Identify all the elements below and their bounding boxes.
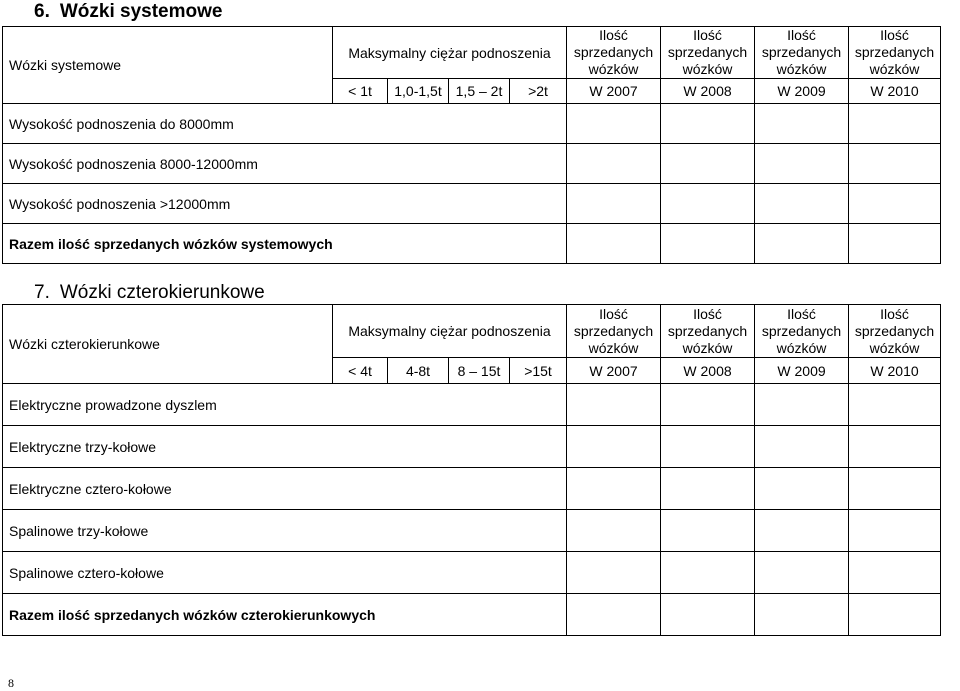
qty-header: Ilość sprzedanych wózków bbox=[661, 27, 755, 79]
table-cell[interactable] bbox=[849, 144, 941, 184]
load-class: 4-8t bbox=[388, 358, 449, 384]
table-row-label: Elektryczne cztero-kołowe bbox=[3, 468, 567, 510]
max-load-header: Maksymalny ciężar podnoszenia bbox=[333, 305, 567, 358]
load-class: < 1t bbox=[333, 79, 388, 104]
table-row-label: Wysokość podnoszenia >12000mm bbox=[3, 184, 567, 224]
table-cell[interactable] bbox=[661, 104, 755, 144]
section-7-title: Wózki czterokierunkowe bbox=[59, 282, 265, 303]
section-6-title: Wózki systemowe bbox=[59, 1, 223, 22]
table-row-label: Spalinowe cztero-kołowe bbox=[3, 552, 567, 594]
table-label: Wózki systemowe bbox=[3, 27, 333, 104]
qty-header: Ilość sprzedanych wózków bbox=[755, 27, 849, 79]
table-label: Wózki czterokierunkowe bbox=[3, 305, 333, 384]
table-cell[interactable] bbox=[567, 468, 661, 510]
year-header: W 2008 bbox=[661, 79, 755, 104]
qty-header: Ilość sprzedanych wózków bbox=[755, 305, 849, 358]
table-cell[interactable] bbox=[661, 184, 755, 224]
table-system-trucks bbox=[2, 26, 941, 264]
qty-header: Ilość sprzedanych wózków bbox=[849, 27, 941, 79]
table-cell[interactable] bbox=[755, 510, 849, 552]
qty-header: Ilość sprzedanych wózków bbox=[567, 305, 661, 358]
table-cell[interactable] bbox=[567, 184, 661, 224]
table-cell[interactable] bbox=[567, 384, 661, 426]
section-7-number: 7. bbox=[34, 282, 50, 303]
table-cell[interactable] bbox=[661, 552, 755, 594]
table-row-label: Wysokość podnoszenia 8000-12000mm bbox=[3, 144, 567, 184]
table-cell[interactable] bbox=[755, 426, 849, 468]
load-class: 1,0-1,5t bbox=[388, 79, 449, 104]
table-cell[interactable] bbox=[755, 144, 849, 184]
table-cell[interactable] bbox=[567, 510, 661, 552]
table-cell[interactable] bbox=[755, 468, 849, 510]
year-header: W 2009 bbox=[755, 358, 849, 384]
load-class: 8 – 15t bbox=[449, 358, 510, 384]
table-cell[interactable] bbox=[849, 224, 941, 264]
table-cell[interactable] bbox=[661, 594, 755, 636]
qty-header: Ilość sprzedanych wózków bbox=[661, 305, 755, 358]
table-cell[interactable] bbox=[567, 144, 661, 184]
table-cell[interactable] bbox=[755, 594, 849, 636]
table-cell[interactable] bbox=[567, 552, 661, 594]
table-cell[interactable] bbox=[661, 510, 755, 552]
year-header: W 2007 bbox=[567, 358, 661, 384]
table-row-label: Spalinowe trzy-kołowe bbox=[3, 510, 567, 552]
table-cell[interactable] bbox=[661, 384, 755, 426]
table-four-way-trucks bbox=[2, 304, 941, 636]
section-6-number: 6. bbox=[34, 1, 50, 22]
table-cell[interactable] bbox=[661, 468, 755, 510]
table-cell[interactable] bbox=[755, 184, 849, 224]
year-header: W 2007 bbox=[567, 79, 661, 104]
table-cell[interactable] bbox=[755, 384, 849, 426]
table-row-label: Elektryczne trzy-kołowe bbox=[3, 426, 567, 468]
table-cell[interactable] bbox=[567, 104, 661, 144]
table-cell[interactable] bbox=[567, 224, 661, 264]
table-cell[interactable] bbox=[755, 552, 849, 594]
section-6-heading bbox=[34, 1, 222, 23]
year-header: W 2009 bbox=[755, 79, 849, 104]
qty-header: Ilość sprzedanych wózków bbox=[849, 305, 941, 358]
max-load-header: Maksymalny ciężar podnoszenia bbox=[333, 27, 567, 79]
year-header: W 2010 bbox=[849, 358, 941, 384]
qty-header: Ilość sprzedanych wózków bbox=[567, 27, 661, 79]
year-header: W 2010 bbox=[849, 79, 941, 104]
table-cell[interactable] bbox=[567, 426, 661, 468]
page-number: 8 bbox=[8, 676, 14, 690]
table-cell[interactable] bbox=[849, 184, 941, 224]
table-cell[interactable] bbox=[567, 594, 661, 636]
table-cell[interactable] bbox=[849, 104, 941, 144]
load-class: >2t bbox=[510, 79, 567, 104]
load-class: < 4t bbox=[333, 358, 388, 384]
section-7-heading bbox=[34, 282, 265, 304]
table-cell[interactable] bbox=[849, 552, 941, 594]
table-cell[interactable] bbox=[849, 384, 941, 426]
table-cell[interactable] bbox=[849, 510, 941, 552]
table-cell[interactable] bbox=[661, 224, 755, 264]
table-cell[interactable] bbox=[849, 426, 941, 468]
table-row-total: Razem ilość sprzedanych wózków czterokierunkowych bbox=[3, 594, 567, 636]
table-cell[interactable] bbox=[661, 144, 755, 184]
year-header: W 2008 bbox=[661, 358, 755, 384]
table-cell[interactable] bbox=[849, 468, 941, 510]
table-cell[interactable] bbox=[661, 426, 755, 468]
table-cell[interactable] bbox=[755, 104, 849, 144]
load-class: >15t bbox=[510, 358, 567, 384]
table-row-total: Razem ilość sprzedanych wózków systemowych bbox=[3, 224, 567, 264]
table-cell[interactable] bbox=[755, 224, 849, 264]
table-cell[interactable] bbox=[849, 594, 941, 636]
load-class: 1,5 – 2t bbox=[449, 79, 510, 104]
table-row-label: Wysokość podnoszenia do 8000mm bbox=[3, 104, 567, 144]
table-row-label: Elektryczne prowadzone dyszlem bbox=[3, 384, 567, 426]
